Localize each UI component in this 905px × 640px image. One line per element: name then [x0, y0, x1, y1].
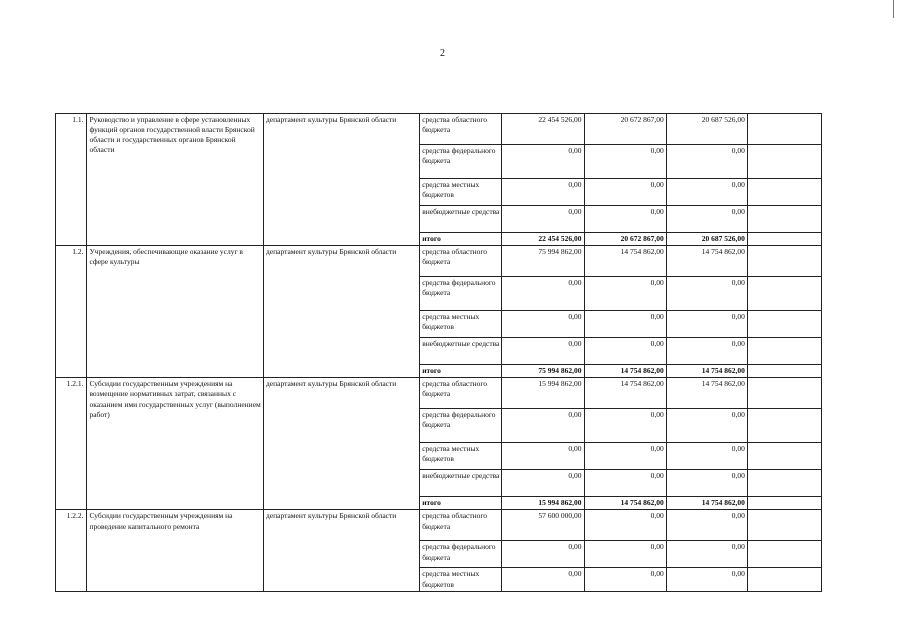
- amount-year-2: 0,00: [584, 338, 666, 365]
- funding-source: итого: [420, 365, 502, 378]
- amount-year-2: 0,00: [584, 145, 666, 179]
- empty-cell: [747, 233, 821, 246]
- amount-year-1: 75 994 862,00: [502, 365, 584, 378]
- amount-year-2: 14 754 862,00: [584, 497, 666, 510]
- amount-year-3: 14 754 862,00: [666, 497, 747, 510]
- amount-year-3: 0,00: [666, 443, 747, 470]
- funding-source: внебюджетные средства: [420, 206, 502, 233]
- empty-cell: [747, 409, 821, 443]
- item-number: 1.2.1.: [56, 378, 87, 510]
- amount-year-2: 0,00: [584, 541, 666, 568]
- amount-year-2: 0,00: [584, 470, 666, 497]
- empty-cell: [747, 338, 821, 365]
- amount-year-1: 0,00: [502, 277, 584, 311]
- amount-year-1: 0,00: [502, 443, 584, 470]
- amount-year-1: 57 600 000,00: [502, 510, 584, 541]
- empty-cell: [747, 470, 821, 497]
- empty-cell: [747, 541, 821, 568]
- amount-year-2: 14 754 862,00: [584, 378, 666, 409]
- amount-year-2: 0,00: [584, 311, 666, 338]
- amount-year-1: 15 994 862,00: [502, 378, 584, 409]
- amount-year-2: 0,00: [584, 277, 666, 311]
- amount-year-2: 14 754 862,00: [584, 246, 666, 277]
- empty-cell: [747, 568, 821, 591]
- amount-year-1: 0,00: [502, 470, 584, 497]
- empty-cell: [747, 443, 821, 470]
- amount-year-2: 0,00: [584, 409, 666, 443]
- amount-year-3: 0,00: [666, 510, 747, 541]
- amount-year-3: 20 687 526,00: [666, 233, 747, 246]
- funding-source: итого: [420, 233, 502, 246]
- item-executor: департамент культуры Брянской области: [263, 246, 419, 378]
- item-executor: департамент культуры Брянской области: [263, 114, 419, 246]
- amount-year-3: 0,00: [666, 338, 747, 365]
- funding-source: внебюджетные средства: [420, 338, 502, 365]
- empty-cell: [747, 277, 821, 311]
- empty-cell: [747, 378, 821, 409]
- funding-source: средства федерального бюджета: [420, 409, 502, 443]
- funding-source: средства местных бюджетов: [420, 443, 502, 470]
- funding-source: средства федерального бюджета: [420, 145, 502, 179]
- amount-year-3: 0,00: [666, 277, 747, 311]
- amount-year-1: 0,00: [502, 541, 584, 568]
- funding-source: средства областного бюджета: [420, 246, 502, 277]
- amount-year-3: 0,00: [666, 409, 747, 443]
- amount-year-3: 14 754 862,00: [666, 378, 747, 409]
- empty-cell: [747, 365, 821, 378]
- empty-cell: [747, 206, 821, 233]
- amount-year-2: 0,00: [584, 443, 666, 470]
- amount-year-2: 0,00: [584, 206, 666, 233]
- table-row: [56, 114, 822, 145]
- funding-source: внебюджетные средства: [420, 470, 502, 497]
- table-row: [56, 378, 822, 409]
- amount-year-2: 20 672 867,00: [584, 114, 666, 145]
- item-name: Субсидии государственным учреждениям на возмещение нормативных затрат, связанных с оказанием ими государственных услуг (выполнением работ): [87, 378, 264, 510]
- empty-cell: [747, 497, 821, 510]
- empty-cell: [747, 145, 821, 179]
- amount-year-3: 14 754 862,00: [666, 365, 747, 378]
- funding-source: средства областного бюджета: [420, 114, 502, 145]
- item-number: 1.2.2.: [56, 510, 87, 591]
- scan-edge-mark: [893, 0, 894, 18]
- funding-source: средства местных бюджетов: [420, 311, 502, 338]
- amount-year-3: 0,00: [666, 179, 747, 206]
- amount-year-3: 0,00: [666, 568, 747, 591]
- budget-table: [55, 113, 822, 592]
- amount-year-2: 14 754 862,00: [584, 365, 666, 378]
- amount-year-2: 0,00: [584, 179, 666, 206]
- item-number: 1.2.: [56, 246, 87, 378]
- item-name: Руководство и управление в сфере установленных функций органов государственной власти Брянской области и государственных органов Брянской области: [87, 114, 264, 246]
- amount-year-1: 0,00: [502, 409, 584, 443]
- table-row: [56, 510, 822, 541]
- amount-year-1: 15 994 862,00: [502, 497, 584, 510]
- funding-source: средства федерального бюджета: [420, 541, 502, 568]
- item-name: Учреждения, обеспечивающие оказание услуг в сфере культуры: [87, 246, 264, 378]
- funding-source: средства местных бюджетов: [420, 568, 502, 591]
- amount-year-2: 0,00: [584, 510, 666, 541]
- amount-year-1: 0,00: [502, 179, 584, 206]
- funding-source: средства федерального бюджета: [420, 277, 502, 311]
- amount-year-1: 0,00: [502, 145, 584, 179]
- amount-year-1: 75 994 862,00: [502, 246, 584, 277]
- amount-year-3: 14 754 862,00: [666, 246, 747, 277]
- amount-year-1: 0,00: [502, 338, 584, 365]
- empty-cell: [747, 114, 821, 145]
- amount-year-3: 0,00: [666, 311, 747, 338]
- amount-year-3: 0,00: [666, 470, 747, 497]
- table-row: [56, 246, 822, 277]
- amount-year-1: 0,00: [502, 311, 584, 338]
- page-number: 2: [440, 48, 445, 59]
- funding-source: итого: [420, 497, 502, 510]
- funding-source: средства местных бюджетов: [420, 179, 502, 206]
- amount-year-1: 22 454 526,00: [502, 114, 584, 145]
- amount-year-2: 20 672 867,00: [584, 233, 666, 246]
- empty-cell: [747, 311, 821, 338]
- amount-year-1: 22 454 526,00: [502, 233, 584, 246]
- item-executor: департамент культуры Брянской области: [263, 378, 419, 510]
- amount-year-3: 20 687 526,00: [666, 114, 747, 145]
- empty-cell: [747, 510, 821, 541]
- item-name: Субсидии государственным учреждениям на проведение капитального ремонта: [87, 510, 264, 591]
- item-executor: департамент культуры Брянской области: [263, 510, 419, 591]
- empty-cell: [747, 246, 821, 277]
- amount-year-3: 0,00: [666, 206, 747, 233]
- amount-year-2: 0,00: [584, 568, 666, 591]
- empty-cell: [747, 179, 821, 206]
- amount-year-3: 0,00: [666, 145, 747, 179]
- amount-year-1: 0,00: [502, 568, 584, 591]
- amount-year-1: 0,00: [502, 206, 584, 233]
- funding-source: средства областного бюджета: [420, 510, 502, 541]
- item-number: 1.1.: [56, 114, 87, 246]
- amount-year-3: 0,00: [666, 541, 747, 568]
- funding-source: средства областного бюджета: [420, 378, 502, 409]
